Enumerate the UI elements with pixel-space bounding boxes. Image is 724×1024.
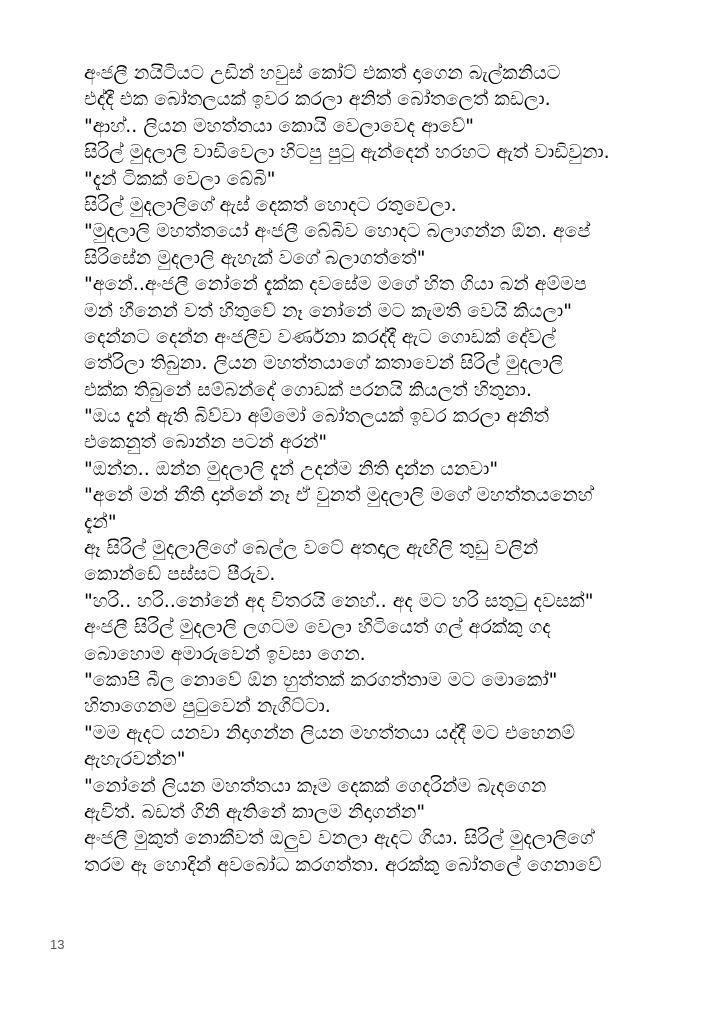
text-line: ඇහැරවන්න" xyxy=(84,748,186,771)
text-line: ඇවිත්. බඩත් ගිනි ඇතිනේ කාලම නිදාගන්න" xyxy=(84,800,426,823)
text-line: එද්දී එක බෝතලයක් ඉවර කරලා අනිත් බෝතලෙත් කඩලා. xyxy=(84,88,551,111)
text-line: එක්ක තිබුනේ සම්බන්දේ ගොඩක් පරනයි කියලත් හිතුනා. xyxy=(84,378,532,401)
text-line: තේරිලා තිබුනා. ලියන මහත්තයාගේ කතාවෙන් සිරිල් මුදලාලි xyxy=(84,352,564,375)
text-line: "මම ඇදට යනවා නිදාගන්න ලියන මහත්තයා යද්දී මට එහෙනම් xyxy=(84,721,575,744)
text-line: තරම ඈ හොදින් අවබෝධ කරගත්තා. අරක්කු බෝතලේ ගෙනාවේ xyxy=(84,853,602,876)
text-line: "මුදලාලි මහත්තයෝ අංජලී බේබිව හොදට බලාගන්න ඕන. අපේ xyxy=(84,220,591,243)
text-line: කොන්ඩේ පස්සට පීරුව. xyxy=(84,563,276,586)
text-line: අංජලී සිරිල් මුදලාලි ලගටම වෙලා හිටියෙත් ගල් අරක්කු ගද xyxy=(84,616,551,639)
text-line: එකෙනුත් බොන්න පටන් අරන්" xyxy=(84,431,328,454)
text-line: "නෝනේ ලියන මහත්තයා කෑම දෙකක් ගෙදරින්ම බැදගෙන xyxy=(84,774,547,797)
text-line: "අනේ මන් නීති දාන්නේ නෑ ඒ වුනත් මුදලාලි මගේ මහත්තයනෙහ් xyxy=(84,484,593,507)
text-line: "ඔය දැන් ඇති බිව්වා අම්මෝ බෝතලයක් ඉවර කරලා අනිත් xyxy=(84,405,549,428)
text-line: සිරිල් මුදලාලි වාඩිවෙලා හිටපු පුටු ඇන්දෙන් හරහට ඇත් වාඩිවුනා. xyxy=(84,141,610,164)
text-line: මන් හීනෙන් වත් හිතුවේ නෑ නෝනේ මට කැමති වෙයි කියලා" xyxy=(84,299,572,322)
text-line: අංජලී මුකුත් නොකීවත් ඔලුව වනලා ඇදට ගියා. සිරිල් මුදලාලිගේ xyxy=(84,827,594,850)
text-line: හිතාගෙනම පුටුවෙන් නැගිට්ටා. xyxy=(84,695,331,718)
page-number: 13 xyxy=(50,937,65,952)
text-line: "ඔන්න.. ඔන්න මුදලාලි දැන් උදන්ම නිති දාන්න යනවා" xyxy=(84,457,499,480)
text-line: සිරිල් මුදලාලිගේ ඇස් දෙකත් හොදට රතුවෙලා. xyxy=(84,193,457,216)
text-line: ඈ සිරිල් මුදලාලිගේ බෙල්ල වටේ අතදාල ඇඟිලි තුඩු වලින් xyxy=(84,537,539,560)
text-line: දෙන්නට දෙන්න අංජලීව වර්ණනා කරද්දී ඇට ගොඩක් දේවල් xyxy=(84,325,556,348)
text-line: අංජලී නයිටියට උඩින් හවුස් කෝට් එකත් දාගෙන බැල්කනියට xyxy=(84,62,561,84)
text-line: "අනේ..අංජලී නෝනේ දැක්ක දවසේම මගේ හිත ගියා බන් අම්මප xyxy=(84,273,587,296)
body-text xyxy=(84,60,684,878)
text-line: සිරිසේන මුදලාලි ඇහැක් වගේ බලාගත්තේ" xyxy=(84,246,426,269)
text-line: "දැන් ටිකක් වෙලා බේබි" xyxy=(84,167,276,190)
text-line: දැන්" xyxy=(84,510,117,533)
text-line: "ආහ්.. ලියන මහත්තයා කොයි වෙලාවෙද ආවේ" xyxy=(84,114,474,137)
text-line: "කොපි බීල නොවේ ඕන හුත්තක් කරගත්තාම මට මොකෝ" xyxy=(84,668,558,691)
text-line: "හරි.. හරි..නෝනේ අද විතරයි නෙහ්.. අද මට හරි සතුටු දවසක්" xyxy=(84,589,594,612)
text-line: බොහොම අමාරුවෙන් ඉවසා ගෙන. xyxy=(84,642,366,665)
